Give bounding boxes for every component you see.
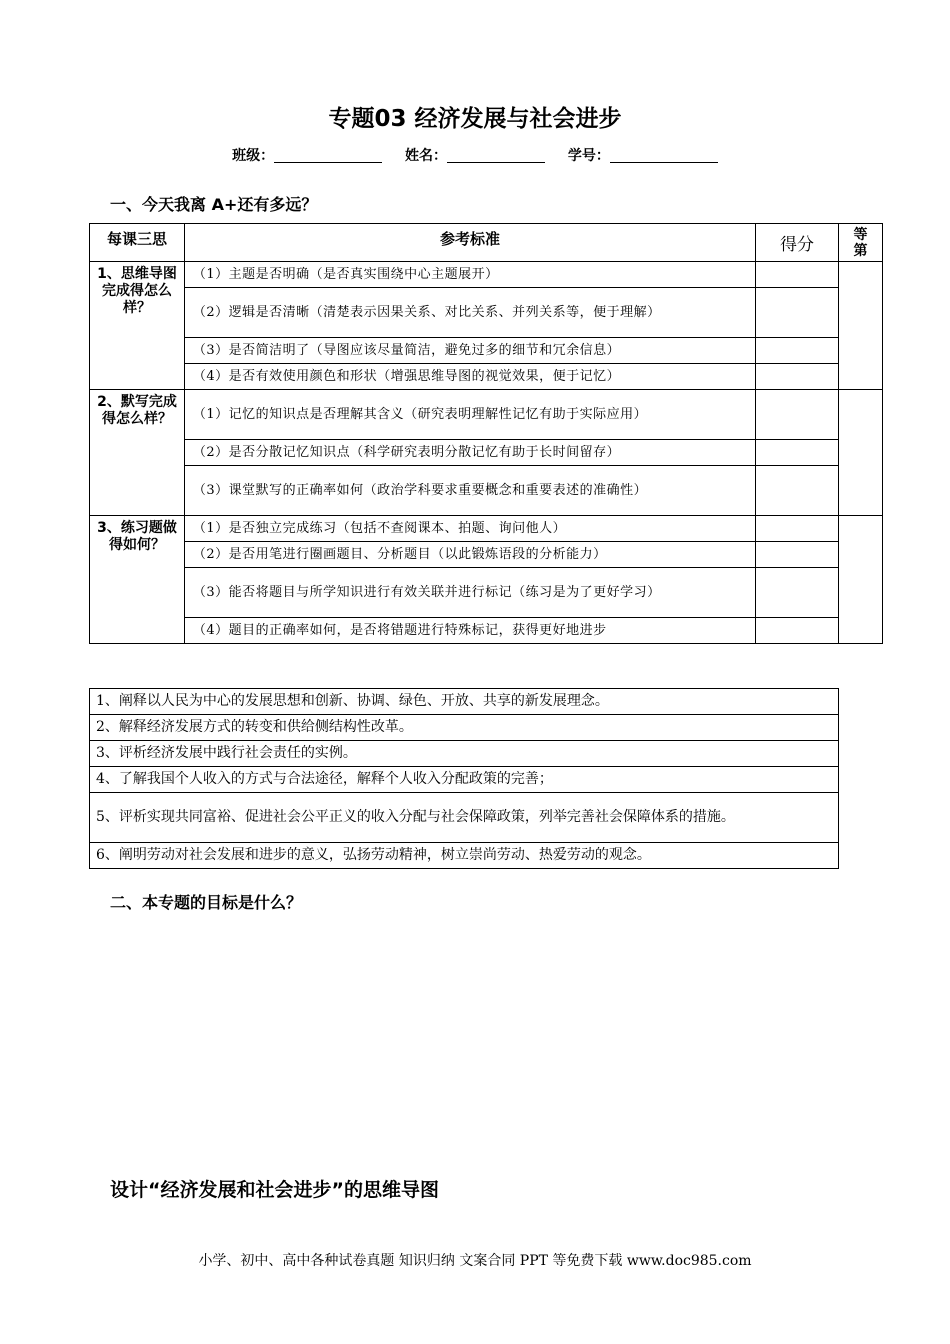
criterion-cell: （2）是否分散记忆知识点（科学研究表明分散记忆有助于长时间留存） (184, 440, 755, 466)
criterion-cell: （2）逻辑是否清晰（清楚表示因果关系、对比关系、并列关系等，便于理解） (184, 288, 755, 338)
footer-text: 小学、初中、高中各种试卷真题 知识归纳 文案合同 PPT 等免费下载 www.doc985.com (198, 1253, 752, 1269)
section3-heading: 设计“经济发展和社会进步”的思维导图 (110, 1179, 439, 1201)
criterion-cell: （3）是否简洁明了（导图应该尽量简洁，避免过多的细节和冗余信息） (184, 338, 755, 364)
student-info-line (0, 145, 950, 165)
header-category: 每课三思 (90, 224, 185, 262)
table-row (90, 715, 839, 741)
category-mindmap: 1、思维导图完成得怎么样？ (90, 262, 185, 390)
criterion-cell: （4）是否有效使用颜色和形状（增强思维导图的视觉效果，便于记忆） (184, 364, 755, 390)
table-row (90, 440, 883, 466)
self-assessment-table (89, 223, 883, 644)
objective-cell: 1、阐释以人民为中心的发展思想和创新、协调、绿色、开放、共享的新发展理念。 (90, 689, 839, 715)
table-row (90, 466, 883, 516)
class-blank[interactable] (274, 148, 382, 163)
section2-heading: 二、本专题的目标是什么？ (110, 893, 303, 912)
table-row (90, 390, 883, 440)
score-cell[interactable] (756, 568, 839, 618)
table-row (90, 689, 839, 715)
category-exercises: 3、练习题做得如何？ (90, 516, 185, 644)
table-row (90, 288, 883, 338)
score-cell[interactable] (756, 516, 839, 542)
score-cell[interactable] (756, 338, 839, 364)
student-id-label: 学号： (567, 148, 610, 164)
table-row (90, 364, 883, 390)
objectives-table (89, 688, 839, 869)
table-row (90, 767, 839, 793)
criterion-cell: （3）能否将题目与所学知识进行有效关联并进行标记（练习是为了更好学习） (184, 568, 755, 618)
score-cell[interactable] (756, 364, 839, 390)
score-cell[interactable] (756, 440, 839, 466)
table-row (90, 618, 883, 644)
criterion-cell: （4）题目的正确率如何，是否将错题进行特殊标记，获得更好地进步 (184, 618, 755, 644)
name-label: 姓名： (405, 148, 447, 164)
header-criteria: 参考标准 (184, 224, 755, 262)
score-cell[interactable] (756, 542, 839, 568)
score-cell[interactable] (756, 288, 839, 338)
header-grade: 等第 (838, 224, 882, 262)
grade-cell[interactable] (838, 390, 882, 516)
objective-cell: 2、解释经济发展方式的转变和供给侧结构性改革。 (90, 715, 839, 741)
table-row (90, 568, 883, 618)
criterion-cell: （2）是否用笔进行圈画题目、分析题目（以此锻炼语段的分析能力） (184, 542, 755, 568)
criterion-cell: （3）课堂默写的正确率如何（政治学科要求重要概念和重要表述的准确性） (184, 466, 755, 516)
table-row (90, 741, 839, 767)
criterion-cell: （1）是否独立完成练习（包括不查阅课本、拍题、询问他人） (184, 516, 755, 542)
score-cell[interactable] (756, 262, 839, 288)
table-header-row (90, 224, 883, 262)
score-cell[interactable] (756, 618, 839, 644)
section1-heading: 一、今天我离 A+还有多远？ (110, 195, 318, 214)
score-cell[interactable] (756, 390, 839, 440)
table-row (90, 516, 883, 542)
table-row (90, 262, 883, 288)
score-cell[interactable] (756, 466, 839, 516)
page-title: 专题03 经济发展与社会进步 (328, 106, 622, 132)
criterion-cell: （1）记忆的知识点是否理解其含义（研究表明理解性记忆有助于实际应用） (184, 390, 755, 440)
table-row (90, 793, 839, 843)
objective-cell: 5、评析实现共同富裕、促进社会公平正义的收入分配与社会保障政策，列举完善社会保障体系的措施。 (90, 793, 839, 843)
category-dictation: 2、默写完成得怎么样？ (90, 390, 185, 516)
grade-cell[interactable] (838, 262, 882, 390)
criterion-cell: （1）主题是否明确（是否真实围绕中心主题展开） (184, 262, 755, 288)
name-blank[interactable] (447, 148, 545, 163)
objective-cell: 6、阐明劳动对社会发展和进步的意义，弘扬劳动精神，树立崇尚劳动、热爱劳动的观念。 (90, 843, 839, 869)
student-id-blank[interactable] (610, 148, 718, 163)
grade-cell[interactable] (838, 516, 882, 644)
objective-cell: 3、评析经济发展中践行社会责任的实例。 (90, 741, 839, 767)
table-row (90, 843, 839, 869)
objective-cell: 4、了解我国个人收入的方式与合法途径，解释个人收入分配政策的完善； (90, 767, 839, 793)
class-label: 班级： (232, 148, 275, 164)
table-row (90, 338, 883, 364)
table-row (90, 542, 883, 568)
header-score: 得分 (756, 224, 839, 262)
